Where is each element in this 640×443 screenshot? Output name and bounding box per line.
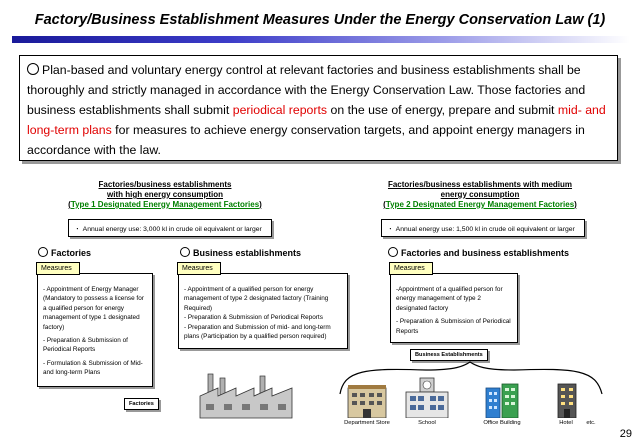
- business-measures-box: [178, 273, 348, 349]
- intro-part-3: for measures to achieve energy conservation targets, and appoint energy managers in accordance with the law.: [27, 123, 585, 157]
- type1-heading: Factories/business establishments with high energy consumption (Type 1 Designated Energy Management Factories): [40, 180, 290, 210]
- hotel-icon: [556, 382, 578, 418]
- school-label: School: [418, 420, 436, 426]
- type2-threshold: ・ Annual energy use: 1,500 kl in crude oil equivalent or larger: [381, 219, 585, 237]
- type2-heading-line2: energy consumption: [440, 190, 520, 199]
- school-icon: [404, 376, 450, 418]
- business-measure-item: - Preparation & Submission of Periodical Reports: [184, 314, 323, 322]
- type2-heading: Factories/business establishments with medium energy consumption (Type 2 Designated Energy Management Factories): [360, 180, 600, 210]
- both-measure-item: - Preparation & Submission of Periodical Reports: [396, 318, 511, 335]
- type2-designation: Type 2 Designated Energy Management Factories: [385, 200, 575, 209]
- type1-threshold: ・ Annual energy use: 3,000 kl in crude oil equivalent or larger: [68, 219, 272, 237]
- page-title: Factory/Business Establishment Measures Under the Energy Conservation Law (1): [34, 12, 606, 28]
- business-establishments-label: Business Establishments: [410, 349, 488, 361]
- page-number: 29: [619, 428, 632, 440]
- intro-part-1: Plan-based and voluntary energy control at relevant factories and business establishments shall be thoroughly and strictly managed in accordance with the Energy Conservation Law. Those factories and business establishments shall submit: [27, 63, 586, 117]
- bullet-circle-icon: [180, 247, 190, 257]
- business-measure-item: - Preparation and Submission of mid- and long-term plans (Participation by a qualified person required): [184, 323, 331, 341]
- bullet-circle-icon: [38, 247, 48, 257]
- both-measures-box: [390, 273, 518, 343]
- business-section-title: Business establishments: [180, 247, 301, 258]
- intro-box: [19, 55, 618, 161]
- title-rule: [12, 36, 630, 43]
- intro-part-2: on the use of energy, prepare and submit: [327, 103, 558, 117]
- bullet-circle-icon: [388, 247, 398, 257]
- department-store-label: Department Store: [344, 420, 390, 426]
- factories-measures-label: Measures: [36, 262, 80, 275]
- business-measures-label: Measures: [177, 262, 221, 275]
- intro-highlight-plans: mid- and long-term plans: [27, 103, 606, 137]
- type1-designation: Type 1 Designated Energy Management Factories: [70, 200, 260, 209]
- business-measure-item: - Appointment of a qualified person for energy management of type 2 designated factory (Training Required): [184, 286, 329, 312]
- both-measure-item: -Appointment of a qualified person for energy management of type 2 designated factory: [396, 286, 503, 312]
- type1-heading-line1: Factories/business establishments: [98, 180, 232, 189]
- factories-section-title: Factories: [38, 247, 91, 258]
- department-store-icon: [346, 384, 388, 418]
- factory-illustration-icon: [196, 372, 298, 420]
- factories-measure-item: - Preparation & Submission of Periodical Reports: [43, 337, 128, 354]
- both-measures-label: Measures: [389, 262, 433, 275]
- factories-measure-item: - Appointment of Energy Manager (Mandatory to possess a license for a qualified person for energy management of type 1 designated factory): [43, 286, 144, 331]
- both-section-title: Factories and business establishments: [388, 247, 569, 258]
- factories-measures-box: [37, 273, 153, 387]
- intro-highlight-periodical-reports: periodical reports: [232, 103, 328, 117]
- intro-text: [27, 60, 611, 160]
- bullet-circle-icon: [27, 63, 39, 75]
- office-building-icon: [484, 382, 520, 418]
- type2-heading-line1: Factories/business establishments with medium: [387, 180, 573, 189]
- factories-measure-item: - Formulation & Submission of Mid- and long-term Plans: [43, 359, 143, 377]
- office-building-label: Office Building: [483, 420, 521, 426]
- factories-label: Factories: [124, 398, 159, 410]
- hotel-label: Hotel: [559, 420, 573, 426]
- type1-heading-line2: with high energy consumption: [107, 190, 223, 199]
- etc-label: etc.: [586, 420, 596, 426]
